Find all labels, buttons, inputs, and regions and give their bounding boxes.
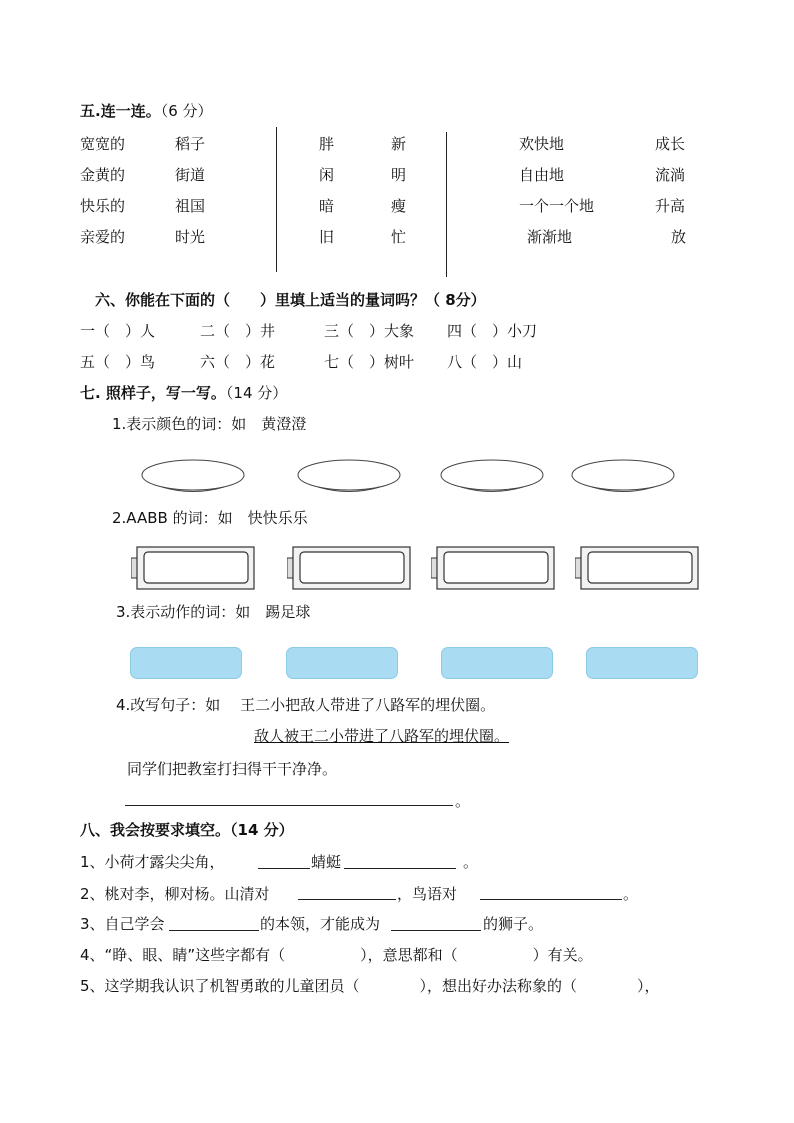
match-left-word: 一个一个地 [519,197,595,215]
fill-line-3-part: 的狮子。 [483,915,544,933]
match-right-word: 明 [391,166,407,184]
section-7-title: 七. 照样子，写一写。 [80,384,226,402]
measure-word-item: 五（ ）鸟 [80,353,156,371]
measure-word-item: 七（ ）树叶 [324,353,415,371]
measure-word-item: 八（ ）山 [447,353,523,371]
match-right-word: 成长 [655,135,686,153]
aabb-words-prompt: 2.AABB 的词：如 快快乐乐 [112,509,308,527]
section-8-heading: 八、我会按要求填空。（14 分） [80,821,294,839]
fill-line-1-part: 蜻蜓 [311,853,342,871]
match-right-word: 祖国 [175,197,206,215]
rewrite-example-answer: 敌人被王二小带进了八路军的埋伏圈。 [254,727,510,745]
fill-line-4: 4、“睁、眼、睛”这些字都有（ ），意思都和（ ）有关。 [80,946,593,964]
rewrite-task-sentence: 同学们把教室打扫得干干净净。 [127,760,338,778]
match-right-word: 忙 [391,228,407,246]
match-left-word: 宽宽的 [80,135,126,153]
plate-answer-box [296,458,402,492]
answer-blank [258,868,310,869]
match-left-word: 亲爱的 [80,228,126,246]
answer-blank [298,899,396,900]
blue-answer-box [586,647,698,679]
column-divider [446,132,447,277]
section-5-heading [80,102,213,120]
measure-word-item: 四（ ）小刀 [447,322,538,340]
fill-line-3-part: 的本领，才能成为 [260,915,381,933]
fill-line-5: 5、这学期我认识了机智勇敢的儿童团员（ ），想出好办法称象的（ ）， [80,977,660,995]
section-7-heading [80,384,287,402]
match-left-word: 暗 [319,197,335,215]
measure-word-item: 六（ ）花 [200,353,276,371]
fill-line-1-part: 。 [463,853,479,871]
match-right-word: 新 [391,135,407,153]
match-left-word: 旧 [319,228,335,246]
match-right-word: 升高 [655,197,686,215]
answer-line [125,805,453,806]
match-left-word: 快乐的 [80,197,126,215]
section-7-score: （14 分） [225,384,288,402]
fill-line-2-part: 。 [623,885,639,903]
match-left-word: 渐渐地 [527,228,573,246]
plate-answer-box [439,458,545,492]
measure-word-item: 三（ ）大象 [324,322,415,340]
measure-word-item: 二（ ）井 [200,322,276,340]
battery-answer-box [575,546,700,590]
blue-answer-box [441,647,553,679]
battery-answer-box [287,546,412,590]
column-divider [276,127,277,272]
section-6-heading: 六、你能在下面的（ ）里填上适当的量词吗？（ 8分） [95,291,486,309]
battery-answer-box [131,546,256,590]
plate-answer-box [570,458,676,492]
plate-answer-box [140,458,246,492]
match-left-word: 自由地 [519,166,565,184]
answer-blank [391,930,481,931]
fill-line-2-part: ，鸟语对 [397,885,458,903]
answer-blank [344,868,456,869]
match-right-word: 瘦 [391,197,407,215]
match-left-word: 胖 [319,135,335,153]
blue-answer-box [130,647,242,679]
match-left-word: 金黄的 [80,166,126,184]
rewrite-sentence-prompt: 4.改写句子：如 王二小把敌人带进了八路军的埋伏圈。 [116,696,496,714]
match-right-word: 放 [671,228,687,246]
battery-answer-box [431,546,556,590]
fill-line-3-part: 3、自己学会 [80,915,165,933]
match-right-word: 街道 [175,166,206,184]
action-words-prompt: 3.表示动作的词：如 踢足球 [116,603,311,621]
fill-line-2-part: 2、桃对李，柳对杨。山清对 [80,885,270,903]
answer-blank [480,899,622,900]
color-words-prompt: 1.表示颜色的词：如 黄澄澄 [112,415,307,433]
fill-line-1-part: 1、小荷才露尖尖角， [80,853,225,871]
answer-blank [169,930,259,931]
section-5-title: 五.连一连。 [80,102,161,120]
blue-answer-box [286,647,398,679]
end-mark: 。 [455,792,471,810]
match-right-word: 时光 [175,228,206,246]
measure-word-item: 一（ ）人 [80,322,156,340]
match-right-word: 流淌 [655,166,686,184]
match-left-word: 欢快地 [519,135,565,153]
section-5-score: （6 分） [160,102,213,120]
match-right-word: 稻子 [175,135,206,153]
match-left-word: 闲 [319,166,335,184]
